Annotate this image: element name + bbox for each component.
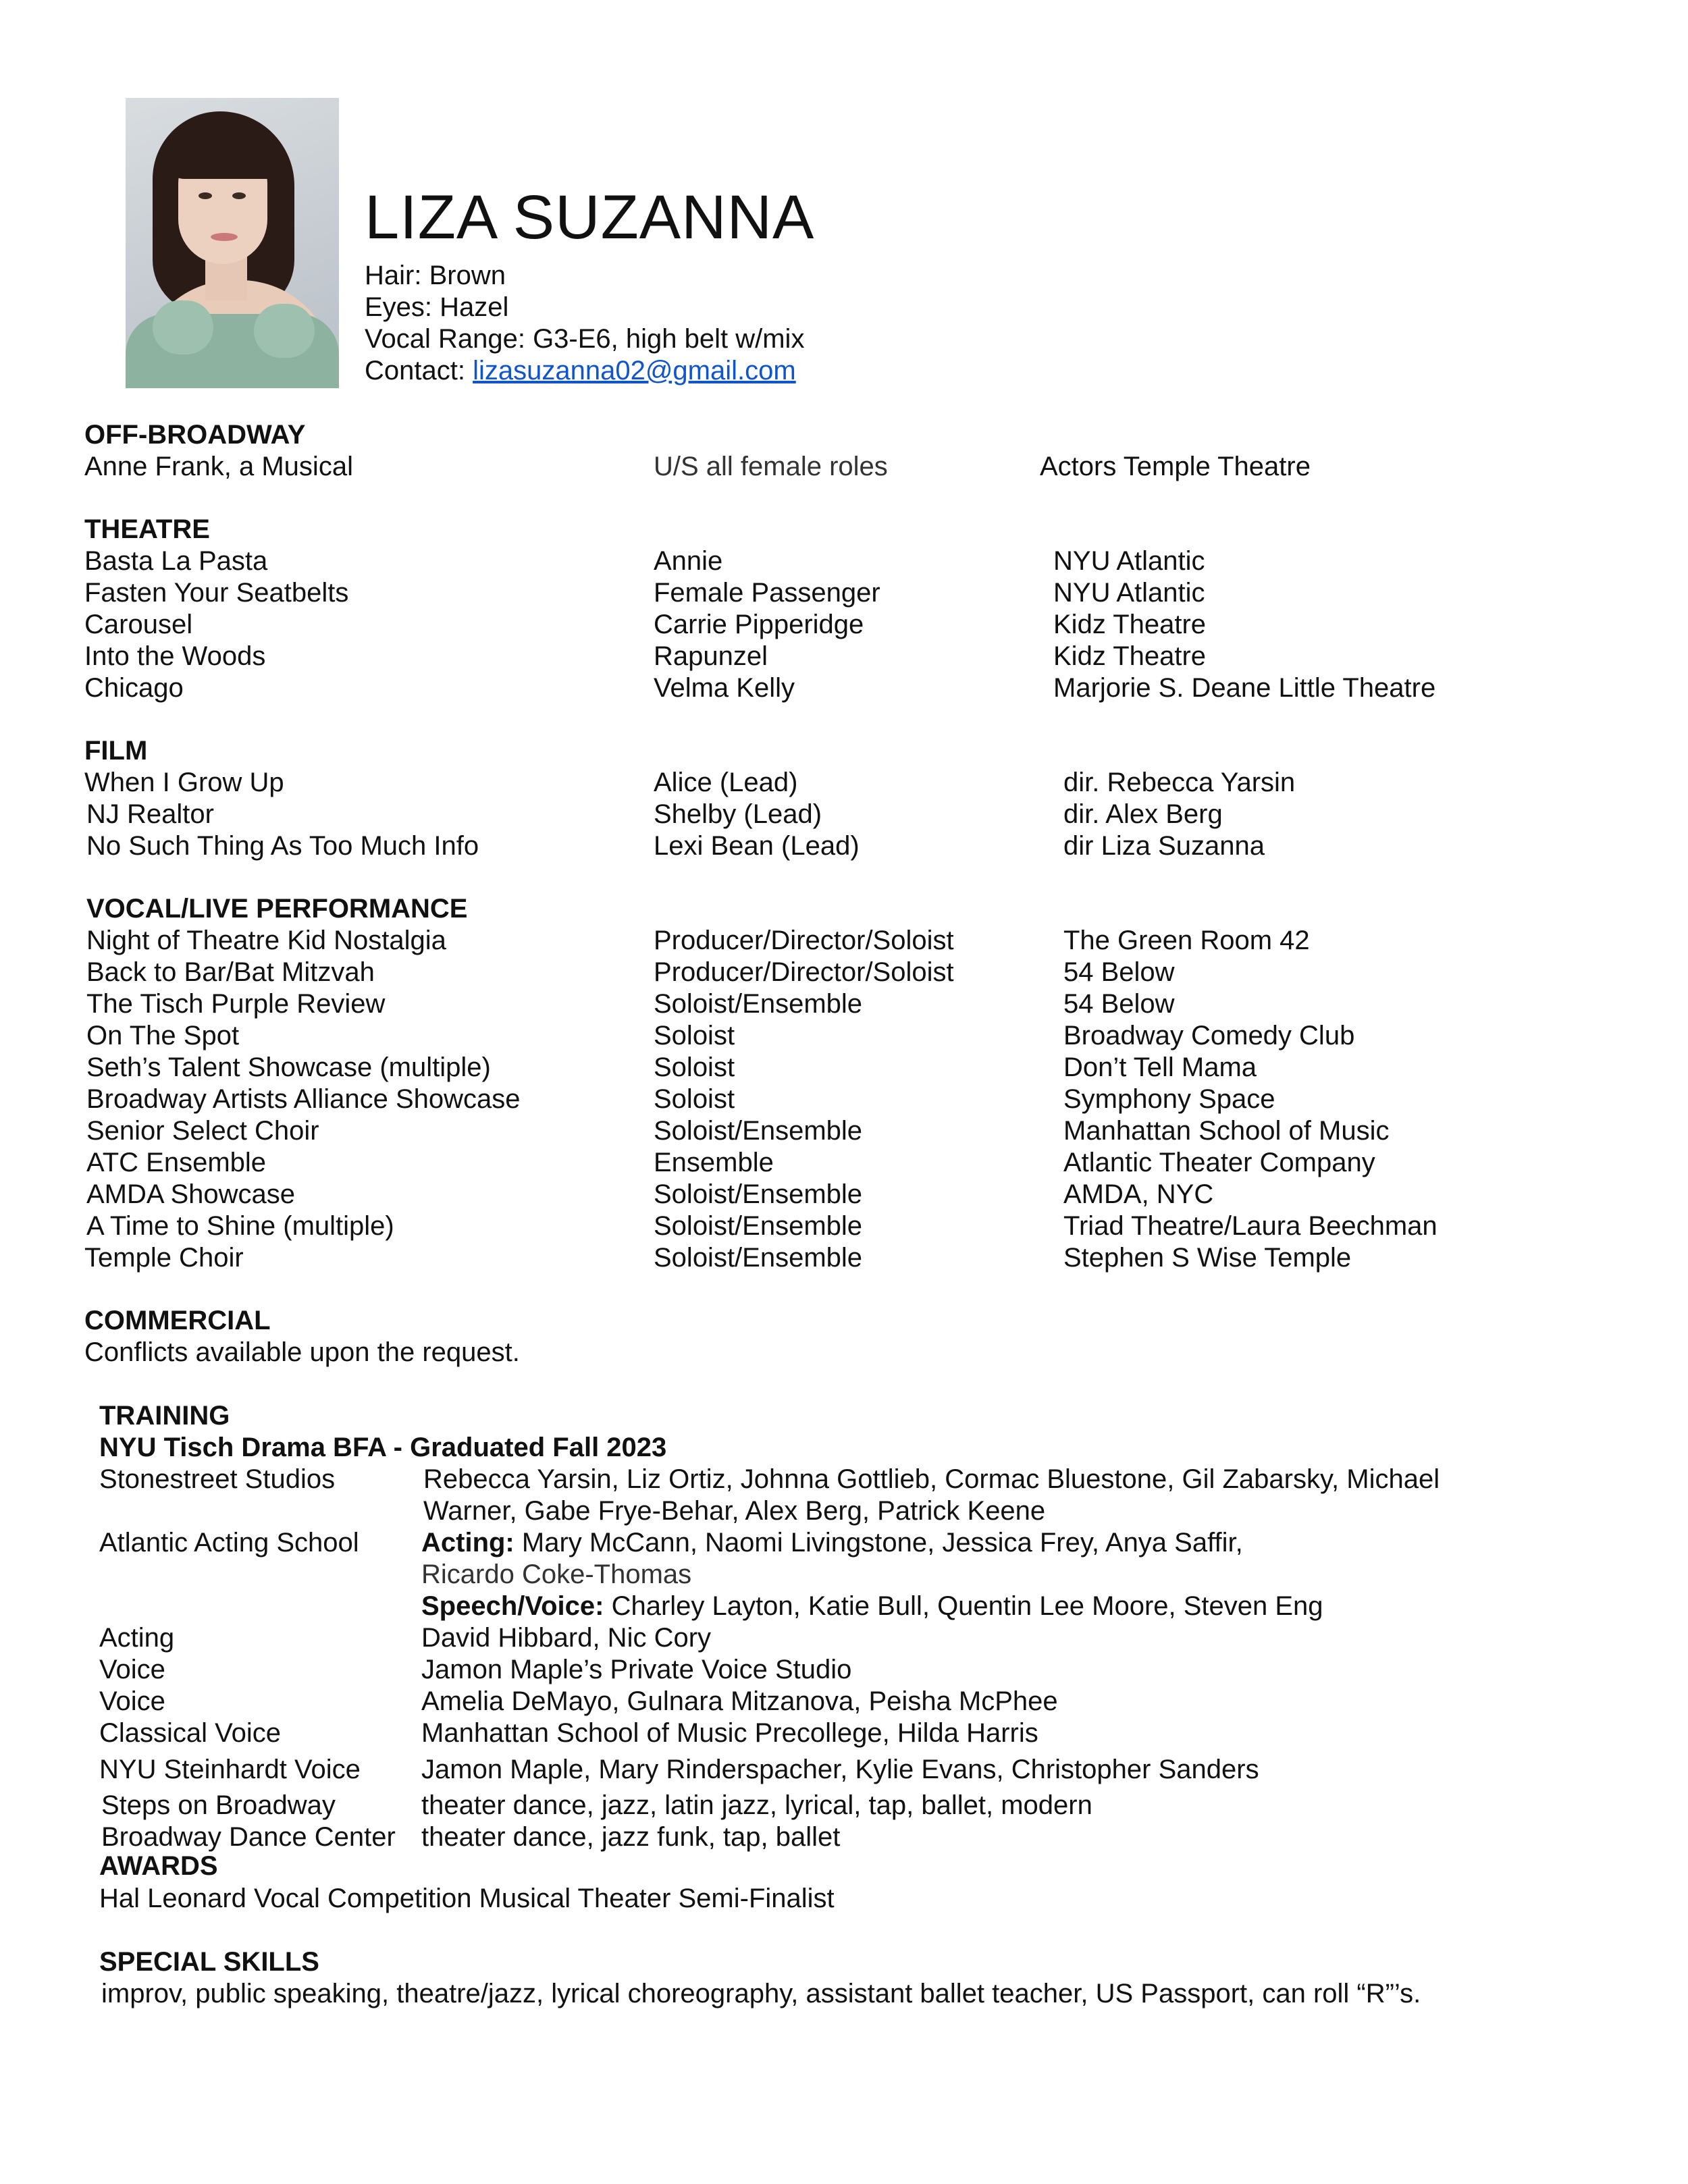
eyes-detail: Eyes: Hazel xyxy=(365,292,509,322)
training-teachers-cont: Warner, Gabe Frye-Behar, Alex Berg, Patrick Keene xyxy=(423,1496,1046,1526)
credit-title: AMDA Showcase xyxy=(86,1179,296,1209)
headshot-photo xyxy=(126,98,339,388)
credit-title: Seth’s Talent Showcase (multiple) xyxy=(86,1053,491,1082)
credit-venue: Symphony Space xyxy=(1063,1084,1275,1114)
credit-venue: Actors Temple Theatre xyxy=(1040,452,1311,481)
credit-title: Into the Woods xyxy=(84,641,266,671)
training-teachers-cont: Ricardo Coke-Thomas xyxy=(421,1560,692,1589)
training-teachers: Rebecca Yarsin, Liz Ortiz, Johnna Gottlieb, Cormac Bluestone, Gil Zabarsky, Michael xyxy=(423,1464,1440,1494)
credit-title: Broadway Artists Alliance Showcase xyxy=(86,1084,521,1114)
training-label: Stonestreet Studios xyxy=(99,1464,336,1494)
training-subheading: NYU Tisch Drama BFA - Graduated Fall 2023 xyxy=(99,1433,667,1462)
training-heading: TRAINING xyxy=(99,1401,230,1431)
training-label: NYU Steinhardt Voice xyxy=(99,1755,361,1784)
special-skills-text: improv, public speaking, theatre/jazz, lyrical choreography, assistant ballet teacher, US Passport, can roll “R”’s. xyxy=(101,1979,1421,2008)
contact-line xyxy=(365,354,796,387)
credit-venue: Broadway Comedy Club xyxy=(1063,1021,1355,1050)
credit-venue: NYU Atlantic xyxy=(1053,578,1205,608)
credit-venue: Atlantic Theater Company xyxy=(1063,1148,1375,1177)
training-teachers: David Hibbard, Nic Cory xyxy=(421,1623,712,1653)
commercial-heading: COMMERCIAL xyxy=(84,1306,271,1335)
credit-title: Back to Bar/Bat Mitzvah xyxy=(86,957,375,987)
credit-title: A Time to Shine (multiple) xyxy=(86,1211,394,1241)
credit-title: Night of Theatre Kid Nostalgia xyxy=(86,926,446,955)
training-label: Voice xyxy=(99,1655,165,1684)
training-label: Voice xyxy=(99,1686,165,1716)
credit-venue: 54 Below xyxy=(1063,989,1175,1019)
credit-venue: The Green Room 42 xyxy=(1063,926,1310,955)
credit-title: Chicago xyxy=(84,673,184,703)
speech-voice-teachers: Charley Layton, Katie Bull, Quentin Lee Moore, Steven Eng xyxy=(604,1591,1323,1621)
credit-venue: dir. Rebecca Yarsin xyxy=(1063,768,1296,797)
credit-venue: Stephen S Wise Temple xyxy=(1063,1243,1352,1273)
credit-role: Velma Kelly xyxy=(654,673,795,703)
training-teachers: Jamon Maple’s Private Voice Studio xyxy=(421,1655,852,1684)
awards-heading: AWARDS xyxy=(99,1851,218,1881)
credit-venue: dir. Alex Berg xyxy=(1063,799,1223,829)
credit-title: Temple Choir xyxy=(84,1243,244,1273)
acting-label: Acting: xyxy=(421,1528,515,1557)
credit-venue: Triad Theatre/Laura Beechman xyxy=(1063,1211,1438,1241)
awards-text: Hal Leonard Vocal Competition Musical Theater Semi-Finalist xyxy=(99,1884,835,1913)
credit-role: Soloist/Ensemble xyxy=(654,1211,863,1241)
training-label: Acting xyxy=(99,1623,175,1653)
training-label: Classical Voice xyxy=(99,1718,282,1748)
credit-role: Soloist/Ensemble xyxy=(654,1116,863,1146)
credit-title: On The Spot xyxy=(86,1021,240,1050)
special-skills-heading: SPECIAL SKILLS xyxy=(99,1947,319,1977)
credit-role: Female Passenger xyxy=(654,578,880,608)
credit-role: Shelby (Lead) xyxy=(654,799,822,829)
credit-venue: 54 Below xyxy=(1063,957,1175,987)
credit-venue: dir Liza Suzanna xyxy=(1063,831,1265,861)
credit-role: Alice (Lead) xyxy=(654,768,798,797)
acting-teachers: Mary McCann, Naomi Livingstone, Jessica Frey, Anya Saffir, xyxy=(514,1528,1243,1557)
contact-label: Contact: xyxy=(365,356,473,385)
vocal-heading: VOCAL/LIVE PERFORMANCE xyxy=(86,894,468,924)
credit-title: ATC Ensemble xyxy=(86,1148,267,1177)
credit-title: No Such Thing As Too Much Info xyxy=(86,831,479,861)
credit-title: NJ Realtor xyxy=(86,799,214,829)
credit-venue: Manhattan School of Music xyxy=(1063,1116,1390,1146)
film-heading: FILM xyxy=(84,736,148,766)
training-teachers xyxy=(421,1526,1243,1559)
training-teachers: theater dance, jazz, latin jazz, lyrical, tap, ballet, modern xyxy=(421,1790,1092,1820)
credit-venue: AMDA, NYC xyxy=(1063,1179,1214,1209)
training-label: Atlantic Acting School xyxy=(99,1528,359,1557)
credit-venue: Kidz Theatre xyxy=(1053,641,1207,671)
credit-role: Soloist/Ensemble xyxy=(654,1179,863,1209)
credit-role: Soloist/Ensemble xyxy=(654,1243,863,1273)
credit-role: Soloist xyxy=(654,1053,735,1082)
off-broadway-heading: OFF-BROADWAY xyxy=(84,420,306,450)
credit-venue: NYU Atlantic xyxy=(1053,546,1205,576)
credit-role: Soloist/Ensemble xyxy=(654,989,863,1019)
credit-role: Producer/Director/Soloist xyxy=(654,957,954,987)
credit-venue: Kidz Theatre xyxy=(1053,610,1207,639)
credit-title: When I Grow Up xyxy=(84,768,284,797)
credit-role: Producer/Director/Soloist xyxy=(654,926,954,955)
credit-title: Anne Frank, a Musical xyxy=(84,452,353,481)
theatre-heading: THEATRE xyxy=(84,514,210,544)
training-label: Steps on Broadway xyxy=(101,1790,336,1820)
credit-title: Carousel xyxy=(84,610,193,639)
actor-name: LIZA SUZANNA xyxy=(365,183,815,252)
credit-venue: Marjorie S. Deane Little Theatre xyxy=(1053,673,1436,703)
credit-role: Rapunzel xyxy=(654,641,768,671)
credit-title: The Tisch Purple Review xyxy=(86,989,386,1019)
commercial-text: Conflicts available upon the request. xyxy=(84,1337,520,1367)
speech-voice-label: Speech/Voice: xyxy=(421,1591,604,1621)
credit-role: U/S all female roles xyxy=(654,452,888,481)
credit-role: Lexi Bean (Lead) xyxy=(654,831,860,861)
training-teachers: Manhattan School of Music Precollege, Hilda Harris xyxy=(421,1718,1038,1748)
credit-role: Annie xyxy=(654,546,723,576)
training-teachers xyxy=(421,1590,1323,1622)
hair-detail: Hair: Brown xyxy=(365,261,506,290)
training-teachers: theater dance, jazz funk, tap, ballet xyxy=(421,1822,841,1852)
credit-venue: Don’t Tell Mama xyxy=(1063,1053,1257,1082)
training-teachers: Amelia DeMayo, Gulnara Mitzanova, Peisha McPhee xyxy=(421,1686,1058,1716)
training-teachers: Jamon Maple, Mary Rinderspacher, Kylie Evans, Christopher Sanders xyxy=(421,1755,1259,1784)
credit-role: Soloist xyxy=(654,1021,735,1050)
vocal-range-detail: Vocal Range: G3-E6, high belt w/mix xyxy=(365,324,805,354)
credit-title: Fasten Your Seatbelts xyxy=(84,578,349,608)
credit-role: Carrie Pipperidge xyxy=(654,610,864,639)
training-label: Broadway Dance Center xyxy=(101,1822,396,1852)
credit-role: Soloist xyxy=(654,1084,735,1114)
credit-title: Basta La Pasta xyxy=(84,546,268,576)
credit-title: Senior Select Choir xyxy=(86,1116,319,1146)
contact-email-link[interactable]: lizasuzanna02@gmail.com xyxy=(473,356,796,385)
credit-role: Ensemble xyxy=(654,1148,774,1177)
